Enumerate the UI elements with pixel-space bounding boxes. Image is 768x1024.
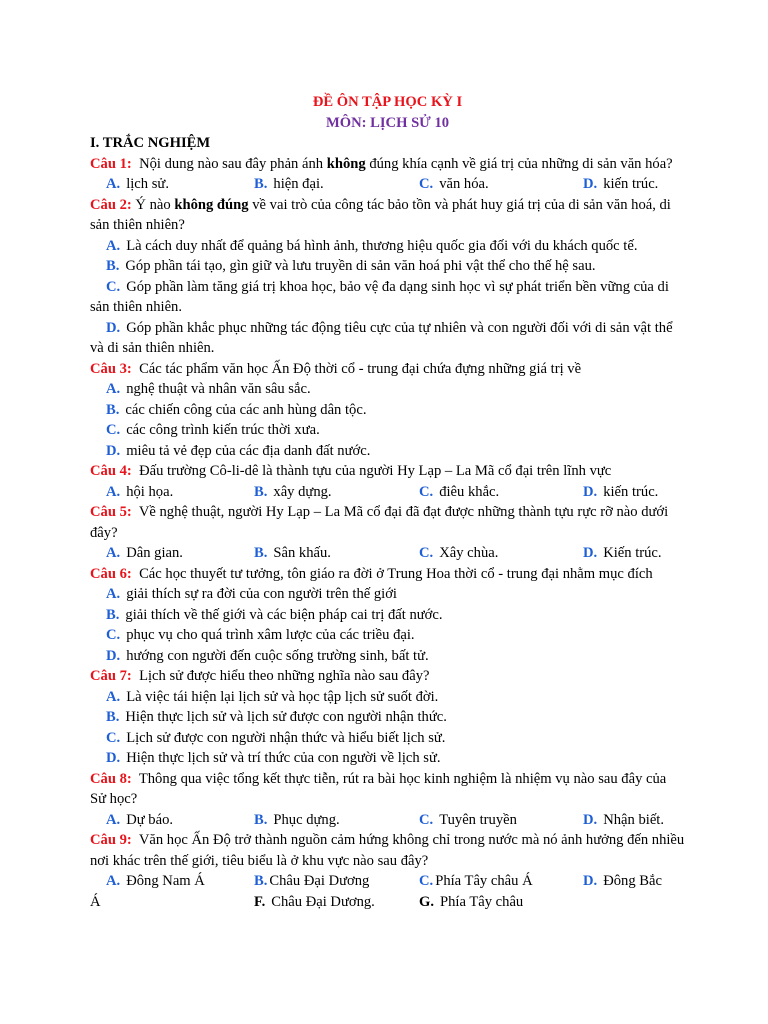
- question-4: [90, 461, 685, 482]
- question-3: [90, 359, 685, 380]
- option-b[interactable]: B. Góp phần tái tạo, gìn giữ và lưu truyền di sản văn hoá phi vật thể cho thế hệ sau.: [106, 258, 596, 274]
- question-text: Lịch sử được hiểu theo những nghĩa nào sau đây?: [139, 668, 430, 684]
- option-c[interactable]: C. Tuyên truyền: [419, 811, 517, 828]
- option-d[interactable]: D. kiến trúc.: [583, 483, 659, 500]
- options-row-continued: [90, 892, 685, 913]
- question-label: Câu 7:: [90, 668, 132, 684]
- option-d[interactable]: D. Đông Bắc: [583, 873, 662, 889]
- option-d-continued: Á: [90, 893, 101, 910]
- options-row: [90, 482, 685, 503]
- question-text: Văn học Ấn Độ trở thành nguồn cảm hứng không chỉ trong nước mà nó ảnh hưởng đến nhiều nơi khác trên thế giới, tiêu biểu là ở khu vực nào sau đây?: [90, 832, 685, 869]
- question-label: Câu 5:: [90, 504, 132, 520]
- question-text-pre: Nội dung nào sau đây phản ánh: [139, 155, 327, 172]
- question-text-post: đúng khía cạnh về giá trị của những di sản văn hóa?: [365, 155, 673, 172]
- option-d[interactable]: D. kiến trúc.: [583, 176, 659, 192]
- option-c[interactable]: C. Lịch sử được con người nhận thức và hiểu biết lịch sử.: [106, 729, 446, 746]
- question-text-post: về vai trò của công tác bảo tồn và phát huy giá trị của di sản văn hoá, di sản thiên nhiên?: [90, 196, 671, 233]
- option-b[interactable]: B. Phục dựng.: [254, 811, 340, 828]
- document-page: [90, 92, 685, 912]
- question-label: Câu 2:: [90, 196, 132, 213]
- question-8: [90, 769, 685, 810]
- question-9: [90, 830, 685, 871]
- option-b[interactable]: B. giải thích về thế giới và các biện pháp cai trị đất nước.: [106, 606, 443, 623]
- option-a[interactable]: A. nghệ thuật và nhân văn sâu sắc.: [106, 381, 311, 397]
- option-c[interactable]: C. văn hóa.: [419, 176, 489, 192]
- question-keyword: không đúng: [174, 196, 249, 213]
- option-b[interactable]: B. Hiện thực lịch sử và lịch sử được con người nhận thức.: [106, 709, 447, 725]
- options-row: [90, 543, 685, 564]
- option-a[interactable]: A. hội họa.: [106, 483, 174, 500]
- option-d[interactable]: D. Góp phần khắc phục những tác động tiêu cực của tự nhiên và con người đối với di sản vật thể và di sản thiên nhiên.: [90, 319, 673, 356]
- option-c[interactable]: C. các công trình kiến trúc thời xưa.: [106, 422, 320, 438]
- question-2: [90, 195, 685, 236]
- question-keyword: không: [326, 155, 366, 172]
- question-label: Câu 1:: [90, 155, 132, 172]
- option-c[interactable]: C. Xây chùa.: [419, 545, 499, 561]
- option-d[interactable]: D. miêu tả vẻ đẹp của các địa danh đất nước.: [106, 442, 371, 459]
- question-1: [90, 154, 685, 175]
- question-text-pre: Ý nào: [135, 196, 175, 213]
- option-a[interactable]: A. giải thích sự ra đời của con người trên thế giới: [106, 586, 397, 602]
- option-d[interactable]: D. Nhận biết.: [583, 811, 664, 828]
- question-6: [90, 564, 685, 585]
- question-label: Câu 8:: [90, 770, 132, 787]
- question-text: Về nghệ thuật, người Hy Lạp – La Mã cổ đại đã đạt được những thành tựu rực rỡ nào dưới đây?: [90, 504, 669, 541]
- question-label: Câu 4:: [90, 463, 132, 479]
- option-b[interactable]: B. Sân khấu.: [254, 545, 331, 561]
- page-title: ĐỀ ÔN TẬP HỌC KỲ I: [312, 94, 463, 110]
- option-c[interactable]: C. phục vụ cho quá trình xâm lược của các triều đại.: [106, 627, 415, 643]
- option-a[interactable]: A. Dự báo.: [106, 811, 174, 828]
- options-row: [90, 871, 685, 892]
- option-d[interactable]: D. hướng con người đến cuộc sống trường sinh, bất tử.: [106, 647, 429, 664]
- option-a[interactable]: A. Dân gian.: [106, 545, 183, 561]
- option-g[interactable]: G. Phía Tây châu: [419, 893, 524, 910]
- page-subtitle: MÔN: LỊCH SỬ 10: [325, 114, 450, 131]
- question-text: Thông qua việc tổng kết thực tiễn, rút ra bài học kinh nghiệm là nhiệm vụ nào sau đây của Sử học?: [90, 770, 667, 807]
- option-a[interactable]: A. Là cách duy nhất để quảng bá hình ảnh, thương hiệu quốc gia đối với du khách quốc tế.: [106, 237, 638, 254]
- option-a[interactable]: A. lịch sử.: [106, 176, 169, 192]
- question-text: Đấu trường Cô-li-dê là thành tựu của người Hy Lạp – La Mã cổ đại trên lĩnh vực: [139, 463, 612, 479]
- option-b[interactable]: B. hiện đại.: [254, 176, 324, 192]
- section-heading: I. TRẮC NGHIỆM: [90, 135, 211, 151]
- option-c[interactable]: C. Phía Tây châu Á: [419, 873, 533, 889]
- options-row: [90, 810, 685, 831]
- option-b[interactable]: B. các chiến công của các anh hùng dân tộc.: [106, 401, 367, 418]
- option-a[interactable]: A. Là việc tái hiện lại lịch sử và học tập lịch sử suốt đời.: [106, 688, 439, 705]
- question-5: [90, 502, 685, 543]
- question-label: Câu 6:: [90, 565, 132, 582]
- option-b[interactable]: B. Châu Đại Dương: [254, 873, 370, 889]
- question-label: Câu 3:: [90, 360, 132, 377]
- question-label: Câu 9:: [90, 832, 132, 848]
- option-b[interactable]: B. xây dựng.: [254, 483, 332, 500]
- question-text: Các tác phẩm văn học Ấn Độ thời cổ - trung đại chứa đựng những giá trị về: [139, 360, 582, 377]
- question-text: Các học thuyết tư tưởng, tôn giáo ra đời ở Trung Hoa thời cổ - trung đại nhằm mục đích: [139, 565, 653, 582]
- option-d[interactable]: D. Hiện thực lịch sử và trí thức của con người về lịch sử.: [106, 750, 441, 766]
- question-7: [90, 666, 685, 687]
- option-c[interactable]: C. Góp phần làm tăng giá trị khoa học, bảo vệ đa dạng sinh học vì sự phát triển bền vững của di sản thiên nhiên.: [90, 278, 669, 315]
- option-f[interactable]: F. Châu Đại Dương.: [254, 893, 375, 910]
- option-a[interactable]: A. Đông Nam Á: [106, 873, 205, 889]
- option-d[interactable]: D. Kiến trúc.: [583, 545, 662, 561]
- option-c[interactable]: C. điêu khắc.: [419, 483, 500, 500]
- options-row: [90, 174, 685, 195]
